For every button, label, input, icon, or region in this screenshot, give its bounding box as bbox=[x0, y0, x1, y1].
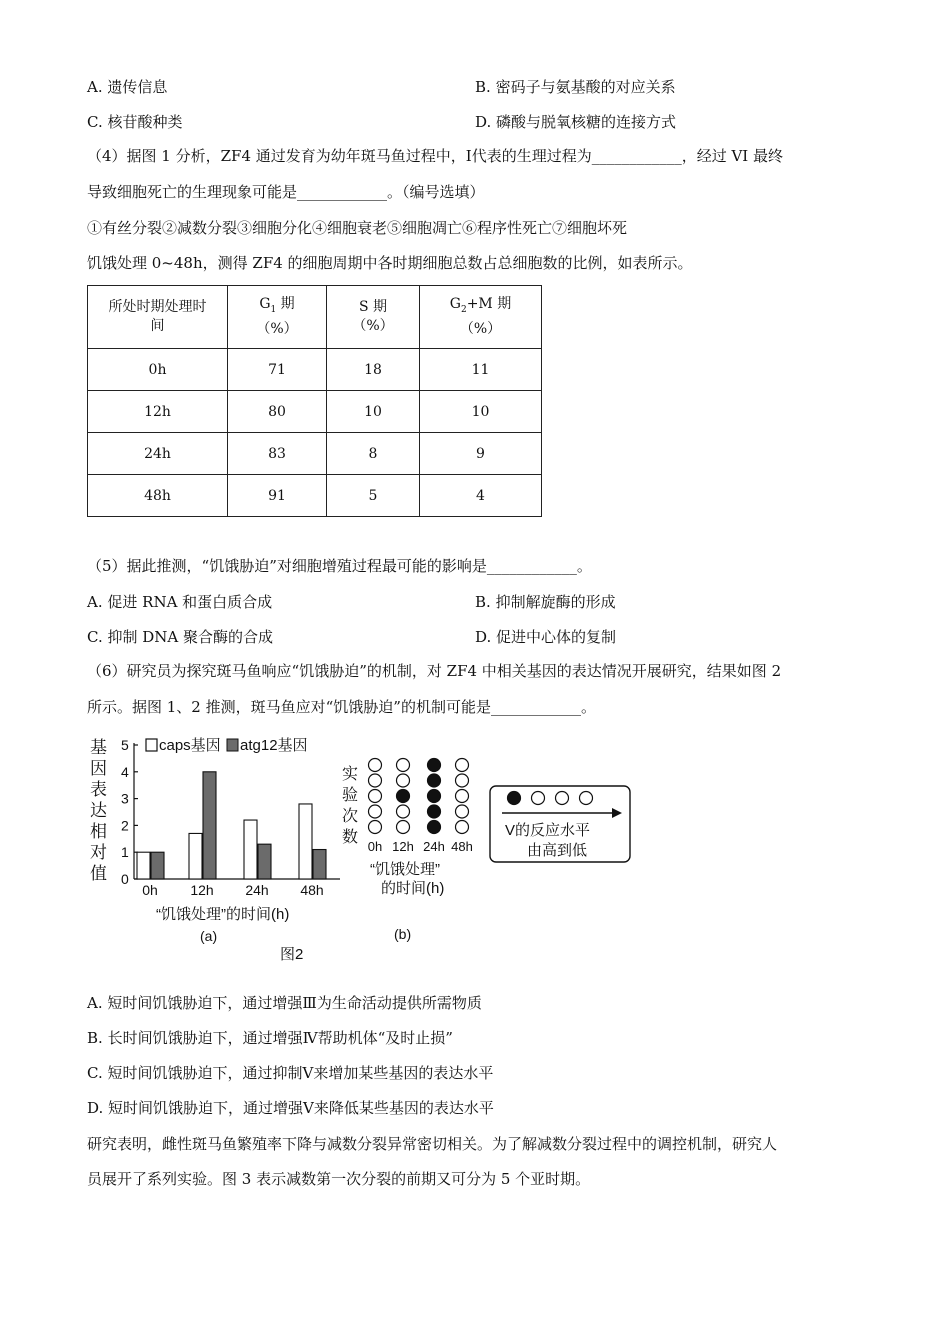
table-cell: 10 bbox=[420, 391, 542, 433]
dot-empty bbox=[397, 759, 410, 772]
q6-stem-line2: 所示。据图 1、2 推测，斑马鱼应对“饥饿胁迫”的机制可能是____________。 bbox=[87, 698, 596, 716]
dot-empty bbox=[369, 759, 382, 772]
q5-option-b: B. 抑制解旋酶的形成 bbox=[475, 593, 616, 611]
q6-option-a: A. 短时间饥饿胁迫下，通过增强Ⅲ为生命活动提供所需物质 bbox=[87, 994, 482, 1012]
x-tick-label: 0h bbox=[142, 882, 158, 898]
y-tick-label: 3 bbox=[121, 790, 129, 807]
ylabel-char: 次 bbox=[342, 808, 359, 825]
q6-stem-line1: （6）研究员为探究斑马鱼响应“饥饿胁迫”的机制，对 ZF4 中相关基因的表达情况开展研究，结果如图 2 bbox=[87, 662, 782, 680]
x-tick-label: 24h bbox=[245, 882, 269, 898]
table-cell: 10 bbox=[327, 391, 420, 433]
legend-atg12-swatch bbox=[227, 739, 238, 751]
table-cell: 0h bbox=[88, 349, 228, 391]
x-tick-label: 48h bbox=[451, 839, 473, 854]
x-tick-label: 12h bbox=[190, 882, 214, 898]
dot-filled bbox=[397, 790, 410, 803]
table-cell: 83 bbox=[228, 433, 327, 475]
panel-b-xticks bbox=[368, 839, 473, 854]
bar-caps-0h bbox=[137, 852, 150, 879]
dot-filled bbox=[428, 759, 441, 772]
legend-dot-filled bbox=[508, 792, 521, 805]
dot-filled bbox=[428, 790, 441, 803]
q5-option-a: A. 促进 RNA 和蛋白质合成 bbox=[87, 593, 273, 611]
dot-empty bbox=[456, 774, 469, 787]
ylabel-char: 因 bbox=[90, 759, 107, 778]
q3-option-d: D. 磷酸与脱氧核糖的连接方式 bbox=[475, 113, 677, 131]
table-header-cell: 所处时期处理时 间 bbox=[88, 286, 228, 349]
table-cell: 91 bbox=[228, 475, 327, 517]
table-row bbox=[88, 349, 542, 391]
table-cell: 4 bbox=[420, 475, 542, 517]
panel-b-dot-matrix bbox=[369, 759, 469, 834]
q6-option-c: C. 短时间饥饿胁迫下，通过抑制Ⅴ来增加某些基因的表达水平 bbox=[87, 1064, 494, 1082]
q4-choices: ①有丝分裂②减数分裂③细胞分化④细胞衰老⑤细胞凋亡⑥程序性死亡⑦细胞坏死 bbox=[87, 219, 628, 237]
bar-caps-12h bbox=[189, 833, 202, 879]
legend-caps-swatch bbox=[146, 739, 157, 751]
panel-b-label: (b) bbox=[394, 926, 412, 942]
legend-caps-label: caps基因 bbox=[159, 737, 221, 754]
ylabel-char: 实 bbox=[342, 766, 359, 783]
table-cell: 5 bbox=[327, 475, 420, 517]
table-cell: 24h bbox=[88, 433, 228, 475]
dot-empty bbox=[456, 805, 469, 818]
q5-stem: （5）据此推测，“饥饿胁迫”对细胞增殖过程最可能的影响是____________。 bbox=[87, 557, 592, 575]
table-cell: 9 bbox=[420, 433, 542, 475]
legend-text-line1: V的反应水平 bbox=[505, 822, 591, 839]
closing-line2: 员展开了系列实验。图 3 表示减数第一次分裂的前期又可分为 5 个亚时期。 bbox=[87, 1170, 591, 1188]
y-tick-label: 2 bbox=[121, 817, 129, 834]
table-cell: 80 bbox=[228, 391, 327, 433]
q3-option-b: B. 密码子与氨基酸的对应关系 bbox=[475, 78, 676, 96]
dot-empty bbox=[397, 805, 410, 818]
dot-empty bbox=[369, 790, 382, 803]
y-tick-label: 1 bbox=[121, 844, 129, 861]
panel-a-xticks bbox=[142, 882, 323, 898]
q4-stem-line2: 导致细胞死亡的生理现象可能是____________。（编号选填） bbox=[87, 183, 485, 201]
bar-atg12-48h bbox=[313, 850, 326, 879]
x-tick-label: 24h bbox=[423, 839, 445, 854]
table-cell: 18 bbox=[327, 349, 420, 391]
dot-empty bbox=[369, 821, 382, 834]
q5-option-d: D. 促进中心体的复制 bbox=[475, 628, 617, 646]
table-cell: 8 bbox=[327, 433, 420, 475]
x-tick-label: 0h bbox=[367, 839, 383, 854]
q3-option-c: C. 核苷酸种类 bbox=[87, 113, 183, 131]
table-header-row bbox=[88, 286, 542, 349]
dot-filled bbox=[428, 805, 441, 818]
table-cell: 71 bbox=[228, 349, 327, 391]
y-tick-label: 0 bbox=[121, 871, 129, 887]
table-cell: 12h bbox=[88, 391, 228, 433]
x-tick-label: 48h bbox=[300, 882, 324, 898]
panel-b-ylabel bbox=[342, 765, 358, 846]
ylabel-char: 表 bbox=[90, 780, 107, 799]
q5-option-c: C. 抑制 DNA 聚合酶的合成 bbox=[87, 628, 274, 646]
dot-empty bbox=[397, 821, 410, 834]
closing-line1: 研究表明，雌性斑马鱼繁殖率下降与减数分裂异常密切相关。为了解减数分裂过程中的调控机制，研究人 bbox=[87, 1135, 778, 1153]
y-tick-label: 5 bbox=[121, 737, 129, 753]
q3-option-a: A. 遗传信息 bbox=[87, 78, 168, 96]
dot-empty bbox=[369, 805, 382, 818]
x-tick-label: 12h bbox=[392, 839, 414, 854]
bar-caps-24h bbox=[244, 820, 257, 879]
q4-stem-line1: （4）据图 1 分析，ZF4 通过发育为幼年斑马鱼过程中，Ⅰ代表的生理过程为____________，经过 VI 最终 bbox=[87, 147, 783, 165]
ylabel-char: 达 bbox=[90, 801, 107, 820]
ylabel-char: 对 bbox=[90, 843, 107, 862]
cell-cycle-table bbox=[87, 285, 542, 517]
bar-atg12-24h bbox=[258, 844, 271, 879]
q6-option-d: D. 短时间饥饿胁迫下，通过增强Ⅴ来降低某些基因的表达水平 bbox=[87, 1099, 494, 1117]
dot-filled bbox=[428, 774, 441, 787]
dot-empty bbox=[456, 759, 469, 772]
panel-a-label: (a) bbox=[200, 928, 218, 944]
panel-b-xlabel-line2: 的时间(h) bbox=[381, 880, 445, 897]
ylabel-char: 基 bbox=[90, 738, 107, 757]
dot-empty bbox=[397, 774, 410, 787]
q6-option-b: B. 长时间饥饿胁迫下，通过增强Ⅳ帮助机体“及时止损” bbox=[87, 1029, 453, 1047]
ylabel-char: 验 bbox=[342, 787, 359, 804]
panel-a-ylabel bbox=[90, 738, 107, 883]
y-tick-label: 4 bbox=[121, 763, 129, 780]
table-row bbox=[88, 475, 542, 517]
ylabel-char: 值 bbox=[90, 864, 107, 883]
ylabel-char: 相 bbox=[90, 822, 107, 841]
table-intro: 饥饿处理 0~48h，测得 ZF4 的细胞周期中各时期细胞总数占总细胞数的比例，如表所示。 bbox=[87, 254, 693, 272]
legend-dot-empty bbox=[532, 792, 545, 805]
legend-text-line2: 由高到低 bbox=[527, 842, 588, 859]
table-header-cell: S 期 （%） bbox=[327, 286, 420, 349]
figure-2 bbox=[84, 733, 644, 963]
ylabel-char: 数 bbox=[342, 829, 359, 846]
legend-atg12-label: atg12基因 bbox=[240, 737, 308, 754]
dot-filled bbox=[428, 821, 441, 834]
panel-a-xlabel: “饥饿处理”的时间(h) bbox=[156, 906, 290, 923]
legend-dot-empty bbox=[556, 792, 569, 805]
bar-atg12-0h bbox=[151, 852, 164, 879]
table-cell: 11 bbox=[420, 349, 542, 391]
panel-a-yticks bbox=[121, 737, 138, 887]
dot-empty bbox=[456, 790, 469, 803]
bar-caps-48h bbox=[299, 804, 312, 879]
panel-b-xlabel-line1: “饥饿处理” bbox=[370, 861, 440, 878]
table-cell: 48h bbox=[88, 475, 228, 517]
table-header-cell: $G_1$ 期 （%） bbox=[228, 286, 327, 349]
dot-empty bbox=[369, 774, 382, 787]
table-row bbox=[88, 433, 542, 475]
dot-empty bbox=[456, 821, 469, 834]
bar-atg12-12h bbox=[203, 772, 216, 879]
table-row bbox=[88, 391, 542, 433]
panel-a-bars bbox=[137, 772, 326, 879]
figure-caption: 图2 bbox=[280, 946, 304, 963]
table-header-cell: $G_2+M$ 期 （%） bbox=[420, 286, 542, 349]
legend-dot-empty bbox=[580, 792, 593, 805]
